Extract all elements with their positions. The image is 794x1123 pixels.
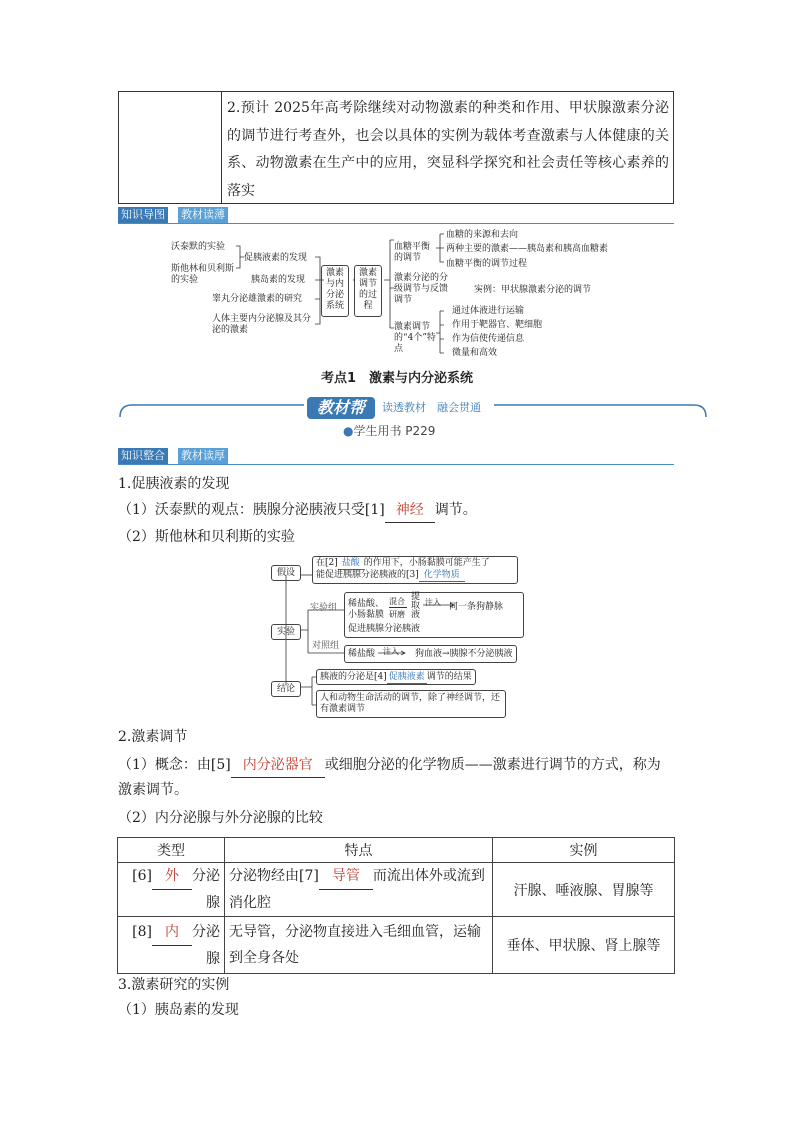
para-5: （1）胰岛素的发现 <box>118 1002 239 1018</box>
flow-hypothesis: 假设 <box>271 565 301 581</box>
flow-conclusion: 结论 <box>271 681 301 697</box>
mm-feature-4: 微量和高效 <box>452 348 498 358</box>
mm-left-4: 胰岛素的发现 <box>251 275 306 285</box>
tag-knowledge-map: 知识导图 <box>118 207 168 223</box>
mm-box-process: 激素调节的过程 <box>354 265 382 317</box>
cell-feature-exocrine: 分泌物经由[7] 导管 而流出体外或流到消化腔 <box>225 863 493 917</box>
tag-underline-2 <box>118 464 674 465</box>
top-table <box>118 91 674 204</box>
flow-exp-box: 稀盐酸、 小肠黏膜 混合 研磨 提取液 注入 同一条狗静脉 促进胰腺分泌胰液 <box>344 592 524 638</box>
para-1: （1）沃泰默的观点：胰腺分泌胰液只受[1] 神经 调节。 <box>118 498 477 523</box>
table-row <box>118 863 675 917</box>
th-features: 特点 <box>225 838 493 863</box>
mm-glucose-3: 血糖平衡的调节过程 <box>446 259 528 269</box>
banner-ref: ●学生用书 P229 <box>343 424 436 438</box>
cell-type-exocrine: [6] 外 分泌腺 <box>118 863 225 917</box>
cell-feature-endocrine: 无导管，分泌物直接进入毛细血管，运输到全身各处 <box>225 917 493 974</box>
heading-1: 1.促胰液素的发现 <box>118 476 230 492</box>
mm-glucose-1: 血糖的来源和去向 <box>446 230 519 240</box>
flow-conclusion-1: 胰液的分泌是[4] 促胰液素 调节的结果 <box>316 669 476 685</box>
mm-glucose-2: 两种主要的激素——胰岛素和胰高血糖素 <box>446 244 609 254</box>
mm-box-endocrine: 激素与内分泌系统 <box>321 265 349 317</box>
para-3: （1）概念：由[5] 内分泌器官 或细胞分泌的化学物质——激素进行调节的方式，称为 <box>118 753 661 778</box>
cell-example-endocrine: 垂体、甲状腺、肾上腺等 <box>493 917 675 974</box>
flow-ctrl-group: 对照组 <box>312 641 340 651</box>
th-example: 实例 <box>493 838 675 863</box>
heading-2: 2.激素调节 <box>118 729 188 745</box>
tag-knowledge-integration: 知识整合 <box>118 448 168 464</box>
exam-forecast-text: 2.预计 2025年高考除继续对动物激素的种类和作用、甲状腺激素分泌的调节进行考查外，也会以具体的实例为载体考查激素与人体健康的关系、动物激素在生产中的应用，突显科学探究和社会责任等核心素养的落实 <box>227 100 669 199</box>
mm-feature-3: 作为信使传递信息 <box>452 334 525 344</box>
heading-3: 3.激素研究的实例 <box>118 977 230 993</box>
mm-left-5: 睾丸分泌雄激素的研究 <box>212 294 303 304</box>
mm-left-6: 人体主要内分泌腺及其分泌的激素 <box>212 314 312 335</box>
flow-ctrl-box: 稀盐酸 注入 狗血液→胰腺不分泌胰液 <box>344 645 517 663</box>
mm-left-2: 斯他林和贝利斯的实验 <box>171 264 235 285</box>
mm-branch-glucose: 血糖平衡的调节 <box>394 242 431 263</box>
mm-left-3: 促胰液素的发现 <box>244 253 308 263</box>
th-type: 类型 <box>118 838 225 863</box>
banner-logo: 教材帮 <box>307 397 375 419</box>
table-header-row <box>118 838 675 863</box>
comparison-table <box>117 837 675 974</box>
para-4: （2）内分泌腺与外分泌腺的比较 <box>118 810 323 826</box>
cell-type-endocrine: [8] 内 分泌腺 <box>118 917 225 974</box>
flow-experiment: 实验 <box>271 624 301 640</box>
tag-textbook-thick: 教材读厚 <box>178 448 228 464</box>
mm-feature-1: 通过体液进行运输 <box>452 306 525 316</box>
para-2: （2）斯他林和贝利斯的实验 <box>118 529 295 545</box>
table-divider <box>221 92 222 203</box>
bullet-icon: ● <box>343 424 354 438</box>
mm-feedback-example: 实例：甲状腺激素分泌的调节 <box>474 285 592 295</box>
banner-slogan: 读透教材 融会贯通 <box>382 401 481 414</box>
flow-hypothesis-box: 在[2] 盐酸 的作用下，小肠黏膜可能产生了 能促进胰腺分泌胰液的[3] 化学物质 <box>312 556 518 584</box>
mm-branch-features: 激素调节的“4个”特点 <box>394 322 436 354</box>
tag-textbook-thin: 教材读薄 <box>178 207 228 223</box>
mm-branch-feedback: 激素分泌的分级调节与反馈调节 <box>394 273 449 305</box>
tag-underline <box>118 223 674 224</box>
para-3-line2: 激素调节。 <box>118 782 188 798</box>
flow-exp-group: 实验组 <box>310 603 338 613</box>
cell-example-exocrine: 汗腺、唾液腺、胃腺等 <box>493 863 675 917</box>
section-title: 考点1 激素与内分泌系统 <box>320 371 474 386</box>
table-row <box>118 917 675 974</box>
mm-left-1: 沃泰默的实验 <box>171 242 226 252</box>
flow-conclusion-2: 人和动物生命活动的调节，除了神经调节，还有激素调节 <box>316 690 506 718</box>
mm-feature-2: 作用于靶器官、靶细胞 <box>452 320 543 330</box>
